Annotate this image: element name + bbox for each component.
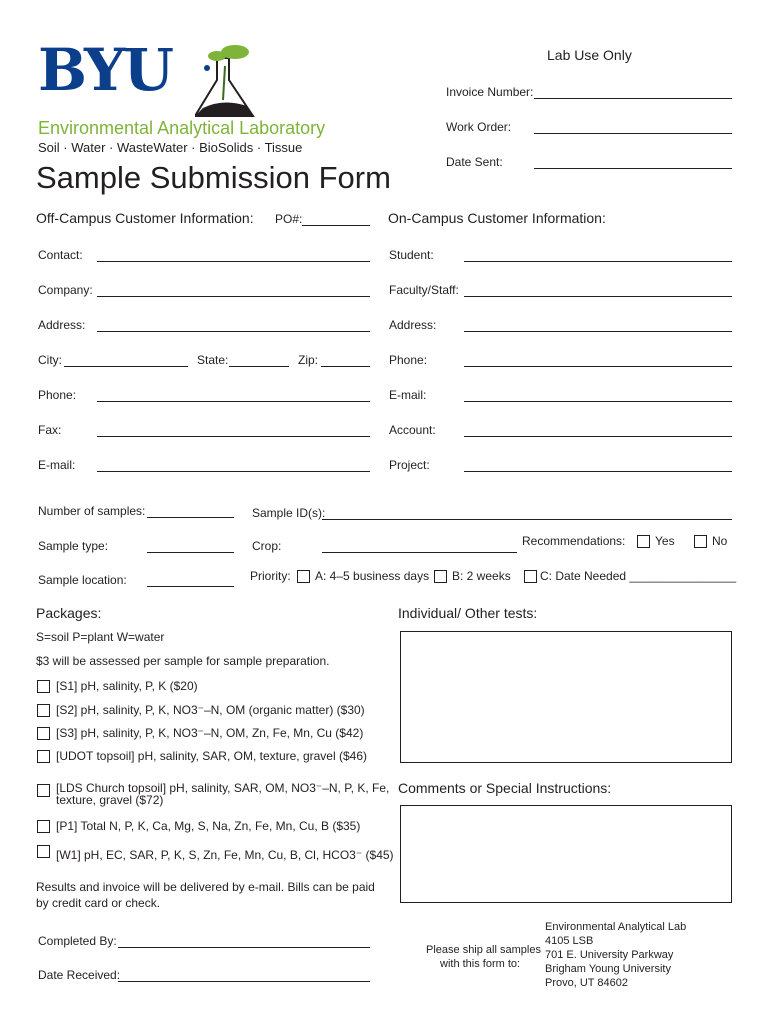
num-samples-field[interactable] — [147, 517, 234, 518]
package-s1-checkbox[interactable] — [37, 680, 50, 693]
recommend-yes-label: Yes — [655, 534, 675, 548]
package-lds-label-line2: texture, gravel ($72) — [56, 793, 164, 807]
ship-note-line2: with this form to: — [440, 958, 521, 970]
contact-label: Contact: — [38, 248, 83, 262]
work-order-field[interactable] — [534, 133, 732, 134]
sample-type-label: Sample type: — [38, 539, 109, 553]
fee-note: $3 will be assessed per sample for sample preparation. — [36, 654, 330, 668]
delivery-note-line1: Results and invoice will be delivered by e-mail. Bills can be paid — [36, 880, 375, 894]
recommend-yes-checkbox[interactable] — [637, 535, 650, 548]
priority-c-checkbox[interactable] — [524, 570, 537, 583]
fax-label: Fax: — [38, 423, 62, 437]
off-address-label: Address: — [38, 318, 86, 332]
zip-field[interactable] — [321, 366, 370, 367]
off-email-label: E-mail: — [38, 458, 76, 472]
account-field[interactable] — [464, 436, 732, 437]
priority-a-checkbox[interactable] — [297, 570, 310, 583]
city-field[interactable] — [64, 366, 188, 367]
num-samples-label: Number of samples: — [38, 504, 146, 518]
ship-address-line2: 4105 LSB — [545, 935, 594, 947]
priority-b-checkbox[interactable] — [434, 570, 447, 583]
on-phone-label: Phone: — [389, 353, 428, 367]
sample-location-field[interactable] — [147, 586, 234, 587]
priority-a-label: A: 4–5 business days — [315, 569, 430, 583]
on-email-label: E-mail: — [389, 388, 427, 402]
on-email-field[interactable] — [464, 401, 732, 402]
on-phone-field[interactable] — [464, 366, 732, 367]
page-title: Sample Submission Form — [36, 160, 391, 195]
sample-type-field[interactable] — [147, 552, 234, 553]
recommendations-label: Recommendations: — [522, 534, 626, 548]
on-address-field[interactable] — [464, 331, 732, 332]
ship-address-line3: 701 E. University Parkway — [545, 949, 674, 961]
date-received-label: Date Received: — [38, 968, 121, 982]
recommend-no-checkbox[interactable] — [694, 535, 707, 548]
package-s3-label: [S3] pH, salinity, P, K, NO3⁻–N, OM, Zn, Fe, Mn, Cu ($42) — [56, 726, 364, 740]
sample-ids-label: Sample ID(s): — [252, 506, 326, 520]
invoice-label: Invoice Number: — [446, 85, 534, 99]
crop-field[interactable] — [322, 552, 517, 553]
individual-tests-heading: Individual/ Other tests: — [398, 605, 538, 621]
comments-textarea[interactable] — [400, 805, 732, 903]
sample-ids-field[interactable] — [322, 519, 732, 520]
package-s2-checkbox[interactable] — [37, 704, 50, 717]
package-s1-label: [S1] pH, salinity, P, K ($20) — [56, 679, 198, 693]
lab-tagline: Soil · Water · WasteWater · BioSolids · Tissue — [38, 140, 303, 155]
faculty-label: Faculty/Staff: — [389, 283, 459, 297]
lab-name-logo: Environmental Analytical Laboratory — [38, 118, 326, 138]
date-received-field[interactable] — [118, 981, 370, 982]
contact-field[interactable] — [97, 261, 370, 262]
package-p1-checkbox[interactable] — [37, 820, 50, 833]
company-field[interactable] — [97, 296, 370, 297]
zip-label: Zip: — [298, 353, 319, 367]
off-campus-heading: Off-Campus Customer Information: — [36, 210, 254, 226]
priority-label: Priority: — [250, 569, 291, 583]
priority-c-label: C: Date Needed ________________ — [540, 569, 737, 583]
package-w1-checkbox[interactable] — [37, 845, 50, 858]
project-label: Project: — [389, 458, 430, 472]
off-phone-field[interactable] — [97, 401, 370, 402]
packages-heading: Packages: — [36, 605, 102, 621]
ship-address-line5: Provo, UT 84602 — [545, 977, 628, 989]
individual-tests-textarea[interactable] — [400, 631, 732, 763]
fax-field[interactable] — [97, 436, 370, 437]
project-field[interactable] — [464, 471, 732, 472]
city-label: City: — [38, 353, 62, 367]
off-phone-label: Phone: — [38, 388, 77, 402]
state-label: State: — [197, 353, 229, 367]
package-p1-label: [P1] Total N, P, K, Ca, Mg, S, Na, Zn, Fe, Mn, Cu, B ($35) — [56, 819, 361, 833]
package-w1-label: [W1] pH, EC, SAR, P, K, S, Zn, Fe, Mn, Cu, B, Cl, HCO3⁻ ($45) — [56, 848, 394, 862]
crop-label: Crop: — [252, 539, 282, 553]
student-label: Student: — [389, 248, 434, 262]
completed-by-label: Completed By: — [38, 934, 117, 948]
priority-b-label: B: 2 weeks — [452, 569, 511, 583]
student-field[interactable] — [464, 261, 732, 262]
recommend-no-label: No — [712, 534, 728, 548]
comments-heading: Comments or Special Instructions: — [398, 780, 612, 796]
ship-note-line1: Please ship all samples — [426, 944, 541, 956]
on-address-label: Address: — [389, 318, 437, 332]
package-lds-checkbox[interactable] — [37, 784, 50, 797]
on-campus-heading: On-Campus Customer Information: — [388, 210, 606, 226]
package-lds-label-line1: [LDS Church topsoil] pH, salinity, SAR, OM, NO3⁻–N, P, K, Fe, — [56, 781, 390, 795]
package-s3-checkbox[interactable] — [37, 727, 50, 740]
lab-use-heading: Lab Use Only — [547, 47, 632, 63]
date-sent-label: Date Sent: — [446, 155, 503, 169]
completed-by-field[interactable] — [118, 947, 370, 948]
work-order-label: Work Order: — [446, 120, 512, 134]
po-field[interactable] — [302, 225, 370, 226]
package-s2-label: [S2] pH, salinity, P, K, NO3⁻–N, OM (organic matter) ($30) — [56, 703, 365, 717]
packages-legend: S=soil P=plant W=water — [36, 630, 165, 644]
po-label: PO#: — [275, 212, 303, 226]
date-sent-field[interactable] — [534, 168, 732, 169]
delivery-note-line2: by credit card or check. — [36, 896, 161, 910]
package-udot-label: [UDOT topsoil] pH, salinity, SAR, OM, texture, gravel ($46) — [56, 749, 367, 763]
invoice-field[interactable] — [534, 98, 732, 99]
off-email-field[interactable] — [97, 471, 370, 472]
state-field[interactable] — [229, 366, 289, 367]
sample-location-label: Sample location: — [38, 573, 127, 587]
byu-logo-text: BYU — [38, 36, 172, 104]
flask-plant-icon — [195, 38, 280, 123]
faculty-field[interactable] — [464, 296, 732, 297]
company-label: Company: — [38, 283, 93, 297]
ship-address-line4: Brigham Young University — [545, 963, 671, 975]
ship-address-line1: Environmental Analytical Lab — [545, 921, 687, 933]
package-udot-checkbox[interactable] — [37, 750, 50, 763]
account-label: Account: — [389, 423, 436, 437]
off-address-field[interactable] — [97, 331, 370, 332]
